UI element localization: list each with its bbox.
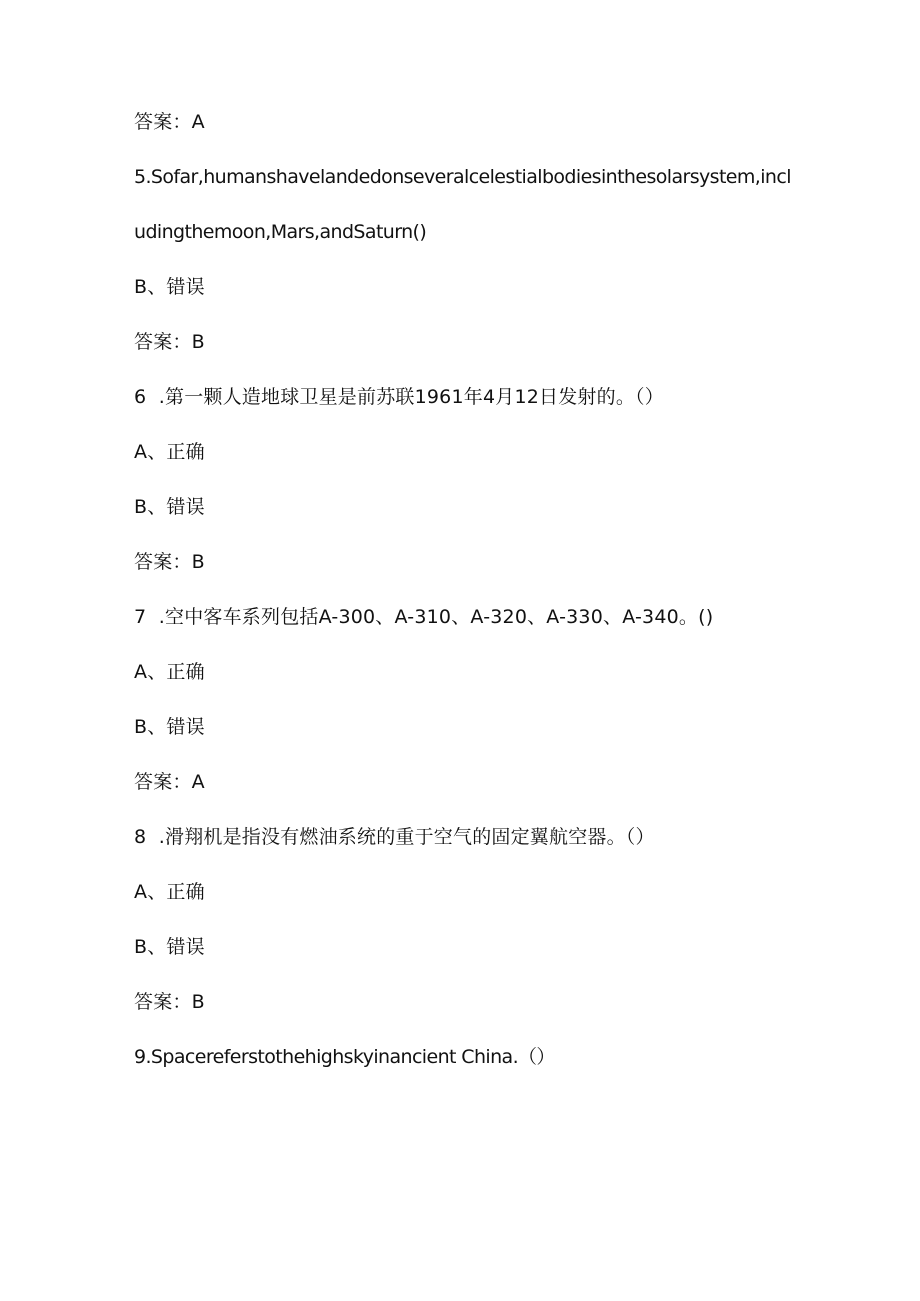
question-6-option-b: B、错误	[134, 496, 205, 518]
question-6-option-a: A、正确	[134, 441, 205, 463]
question-8-option-a: A、正确	[134, 881, 205, 903]
answer-line-5: 答案：B	[134, 331, 205, 353]
answer-line-6: 答案：B	[134, 551, 205, 573]
answer-line-4: 答案：A	[134, 111, 205, 133]
answer-line-7: 答案：A	[134, 771, 205, 793]
question-8: 8 .滑翔机是指没有燃油系统的重于空气的固定翼航空器。（）	[134, 826, 655, 848]
question-7: 7 .空中客车系列包括A-300、A-310、A-320、A-330、A-340。()	[134, 606, 714, 628]
answer-line-8: 答案：B	[134, 991, 205, 1013]
question-5-line-1: 5.Sofar,humanshavelandedonseveralcelestialbodiesinthesolarsystem,incl	[134, 166, 791, 188]
question-6: 6 .第一颗人造地球卫星是前苏联1961年4月12日发射的。（）	[134, 386, 664, 408]
question-8-option-b: B、错误	[134, 936, 205, 958]
question-5-option-b: B、错误	[134, 276, 205, 298]
question-7-option-a: A、正确	[134, 661, 205, 683]
question-9: 9.Spacereferstothehighskyinancient China.（）	[134, 1046, 555, 1068]
question-5-line-2: udingthemoon,Mars,andSaturn()	[134, 221, 427, 243]
question-7-option-b: B、错误	[134, 716, 205, 738]
